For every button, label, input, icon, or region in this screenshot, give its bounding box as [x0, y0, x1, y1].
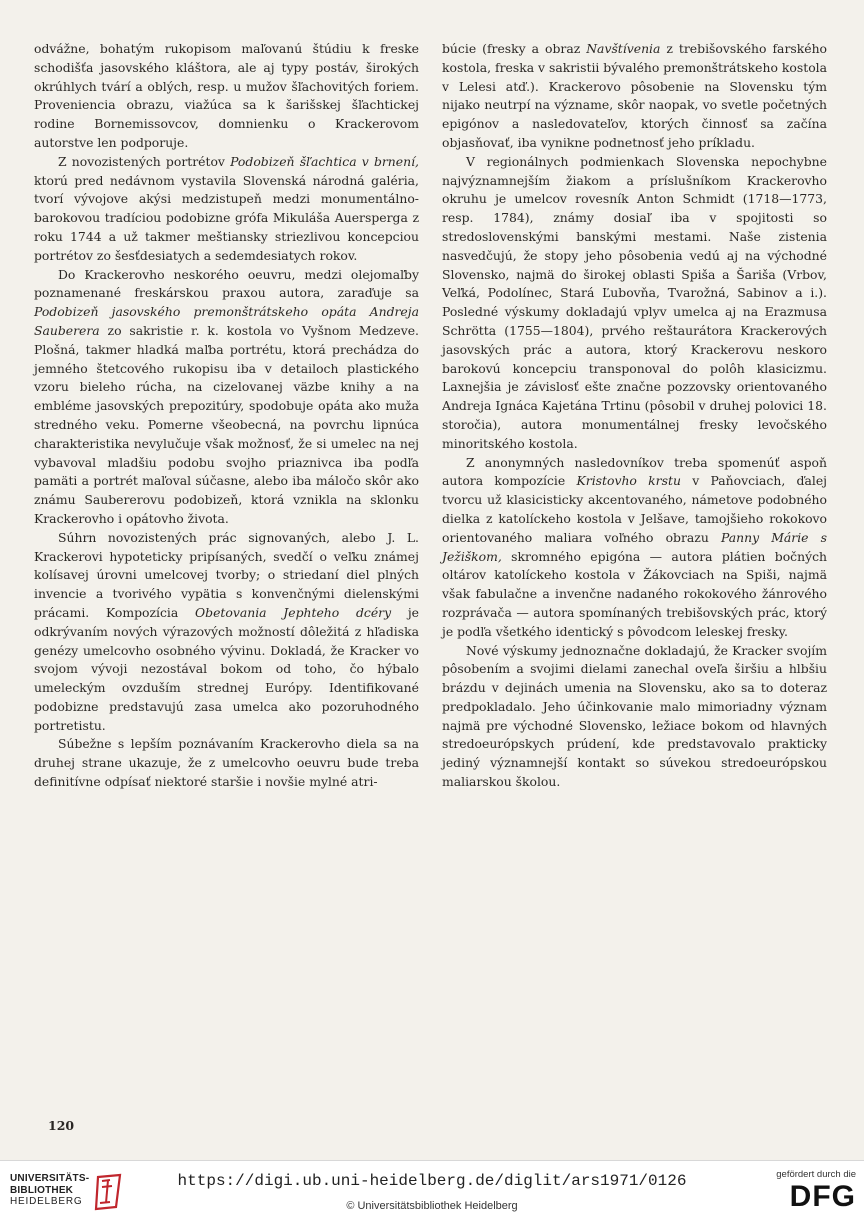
logo-line-2: BIBLIOTHEK [10, 1184, 74, 1196]
text-run: Súhrn novozistených prác signovaných, alebo J. L. Krackerovi hypoteticky pripísaných, svedčí o veľku známej kolísavej úrovni umelcovej tvorby; o striedaní diel plných invencie a tvorivého vypätia s konvenčnými dielenskými prácami. Kompozícia [34, 529, 419, 620]
italic-title: Podobizeň jasovského premonštrátskeho opáta Andreja Sauberera [34, 304, 419, 338]
paragraph [34, 40, 419, 153]
paragraph [34, 153, 419, 266]
paragraph [34, 266, 419, 529]
dfg-logo[interactable] [762, 1169, 856, 1217]
paragraph [442, 454, 827, 642]
italic-title: Podobizeň šľachtica v brnení, [230, 153, 419, 169]
text-run: z trebišovského farského kostola, freska v sakristii bývalého premonštrátskeho kostola v Lelesi atď.). Krackerovo pôsobenie na Slovensku tým nijako neutrpí na význame, skôr naopak, vo svetle početných epigónov a nasledovateľov, ktorých činnosť sa začína objasňovať, iba vynikne podnetnosť jeho príkladu. [442, 41, 828, 150]
dfg-funding-note: gefördert durch die [776, 1169, 856, 1180]
paragraph [442, 40, 827, 153]
right-column [442, 40, 827, 792]
paragraph [34, 529, 419, 736]
text-run: skromného epigóna — autora plátien bočných oltárov katolíckeho kostola v Žákovciach na Spiši, najmä však fabulačne a invenčne nadaného rokokového žánrového rozprávača — autora spomínaných trebišovských prác, ktorý je podľa všetkého identický s pôvodcom leleskej fresky. [442, 548, 827, 639]
italic-title: Obetovania Jephteho dcéry [194, 604, 392, 620]
text-run: Do Krackerovho neskorého oeuvru, medzi olejomaľby poznamenané freskárskou praxou autora, zaraďuje sa [34, 266, 419, 301]
paragraph [34, 735, 419, 791]
left-column [34, 40, 419, 792]
copyright-notice: © Universitätsbibliothek Heidelberg [346, 1200, 518, 1212]
text-run: Súbežne s lepším poznávaním Krackerovho diela sa na druhej strane ukazuje, že z umelcovho oeuvru bude treba definitívne odpísať niektoré staršie i novšie mylné atri- [34, 736, 419, 790]
footer-bar [0, 1160, 864, 1224]
paragraph [442, 642, 827, 792]
text-run: búcie (fresky a obraz [442, 41, 587, 56]
italic-title: Kristovho krstu [576, 473, 681, 489]
paragraph [442, 153, 827, 454]
text-run: V regionálnych podmienkach Slovenska nepochybne najvýznamnejším žiakom a príslušníkom Krackerovho okruhu je umelcov rovesník Anton Schmidt (1718—1773, resp. 1784), známy dosiaľ iba v spojitosti so stredoslovenskými banskými mestami. Naše zistenia nasvedčujú, že stopy jeho pôsobenia vedú aj na východné Slovensko, najmä do širokej oblasti Spiša a Šariša (Vrbov, Veľká, Podolínec, Stará Ľubovňa, Tvarožná, Sabinov a i.). Posledné výskumy dokladajú vplyv umelca aj na Erazmusa Schrötta (1755—1804), prvého reštaurátora Krackerových jasovských prác a autora, ktorý Krackerovu neskoro barokovú koncepciu transponoval do polôh klasicizmu. Laxnejšia je závislosť ešte značne pozzovsky orientovaného Andreja Ignáca Kajetána Trtinu (pôsobil v druhej polovici 18. storočia), autora monumentálnej fresky levočského minoritského kostola. [442, 153, 827, 451]
text-run: Z novozistených portrétov [58, 153, 231, 169]
text-run: odvážne, bohatým rukopisom maľovanú štúdiu k freske schodišťa jasovského kláštora, ale aj typy postáv, širokých okrúhlych tvárí a oblých, resp. u mužov šľachovitých foriem. Proveniencia obrazu, viažúca sa k šarišskej šľachtickej rodine Bornemissovcov, domnienku o Krackerovom autorstve len podporuje. [34, 41, 419, 150]
italic-title: Navštívenia [586, 41, 661, 56]
text-run: zo sakristie r. k. kostola vo Vyšnom Medzeve. Plošná, takmer hladká maľba portrétu, ktorá prechádza do jemného štetcového rukopisu iba v detailoch plastického vzoru bieleho rúcha, na cizelovanej väzbe knihy a na embléme jasovských prepozitúry, spodobuje opáta ako muža stredného veku. Pomerne všeobecná, na povrchu lipnúca charakteristika nevylučuje však možnosť, že si umelec na nej vybavoval mladšiu podobu svojho priaznivca iba podľa pamäti a portrét maľoval súčasne, alebo iba máločo skôr ako známu Saubererovu podobizeň, ktorá vznikla na sklonku Krackerovho i opátovho života. [34, 322, 419, 526]
logo-line-1: UNIVERSITÄTS- [10, 1173, 90, 1184]
text-run: Nové výskumy jednoznačne dokladajú, že Kracker svojím pôsobením a svojimi dielami zanechal oveľa širšiu a hlbšiu brázdu v dejinách umenia na Slovensku, ako sa to doteraz predpokladalo. Jeho účinkovanie malo mimoriadny význam najmä pre východné Slovensko, ležiace bokom od hlavných stredoeurópskych prúdení, kde predstavovalo prakticky jediný významnejší kontakt so súvekou stredoeurópskou maliarskou školou. [442, 642, 827, 790]
permalink-url[interactable]: https://digi.ub.uni-heidelberg.de/diglit/ars1971/0126 [177, 1172, 687, 1190]
dfg-wordmark: DFG [789, 1180, 856, 1213]
text-run: je odkrývaním nových výrazových možností dôležitá z hľadiska genézy umelcovho osobného vývinu. Dokladá, že Kracker vo svojom vývoji nezostával bokom od toho, čo hýbalo umeleckým ovzduším strednej Európy. Identifikované podobizne predstavujú zasa umelca ako pozoruhodného portretistu. [34, 604, 420, 733]
logo-line-3: HEIDELBERG [10, 1196, 83, 1207]
text-run: v Paňovciach, ďalej tvorcu už klasicisticky akcentovaného, námetove podobného dielka z katolíckeho kostola v Jelšave, tamojšieho rokokovo orientovaného maliara voľného obrazu [442, 473, 827, 545]
text-run: ktorú pred nedávnom vystavila Slovenská národná galéria, tvorí vývojove akýsi medzistupeň medzi monumentálno-barokovou tradíciou podobizne grófa Mikuláša Auersperga z roku 1744 a už takmer meštiansky striezlivou koncepciou portrétov zo šesťdesiatych a sedemdesiatych rokov. [34, 172, 419, 263]
italic-title: Panny Márie s Ježiškom, [442, 529, 828, 564]
text-run: Z anonymných nasledovníkov treba spomenúť aspoň autora kompozície [442, 454, 827, 489]
page-number: 120 [48, 1118, 75, 1133]
